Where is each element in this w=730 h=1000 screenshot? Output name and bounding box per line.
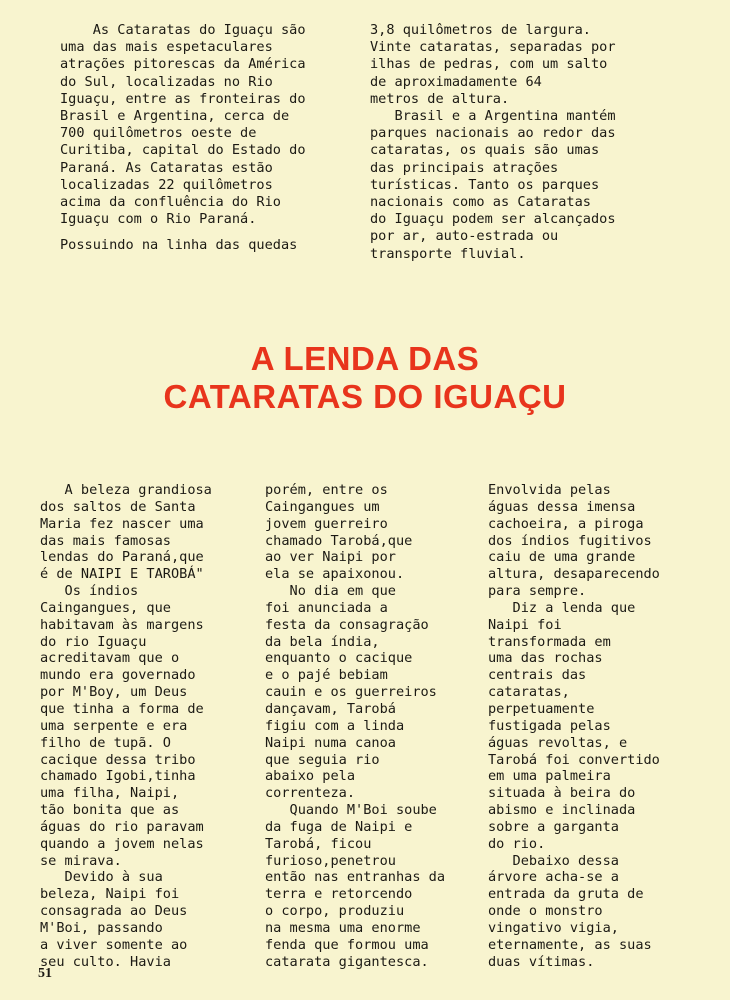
text-line: beleza, Naipi foi: [40, 886, 180, 903]
text-line: do rio.: [488, 835, 546, 852]
text-line: A beleza grandiosa: [40, 482, 212, 498]
legend-column-2: [265, 482, 445, 970]
text-line: Naipi foi: [488, 616, 562, 633]
text-line: cacique dessa tribo: [40, 751, 196, 768]
text-line: da bela índia,: [265, 633, 380, 650]
text-line: então nas entranhas da: [265, 869, 446, 886]
text-line: dançavam, Tarobá: [265, 700, 396, 717]
text-line: por M'Boy, um Deus: [40, 684, 188, 701]
text-line: se mirava.: [40, 852, 122, 869]
title-line: CATARATAS DO IGUAÇU: [163, 378, 567, 415]
text-line: cataratas, os quais são umas: [370, 142, 600, 159]
text-line: de aproximadamente 64: [370, 73, 542, 90]
text-line: a viver somente ao: [40, 936, 188, 953]
text-line: Vinte cataratas, separadas por: [370, 39, 616, 56]
text-line: furioso,penetrou: [265, 852, 396, 869]
page-number: 51: [38, 966, 52, 981]
text-line: No dia em que: [265, 583, 396, 600]
text-line: Brasil e Argentina, cerca de: [60, 108, 290, 125]
text-line: consagrada ao Deus: [40, 903, 188, 920]
text-line: sobre a garganta: [488, 818, 619, 835]
text-line: chamado Igobi,tinha: [40, 768, 196, 785]
text-line: metros de altura.: [370, 90, 510, 107]
text-line: caiu de uma grande: [488, 549, 636, 566]
text-line: e o pajé bebiam: [265, 667, 388, 684]
text-line: perpetuamente: [488, 700, 595, 717]
text-line: das principais atrações: [370, 159, 559, 176]
text-line: águas revoltas, e: [488, 734, 628, 751]
text-line: Devido à sua: [40, 869, 163, 886]
article-title: [0, 340, 730, 416]
text-line: uma das rochas: [488, 650, 603, 667]
legend-column-3: [488, 482, 660, 970]
text-line: na mesma uma enorme: [265, 919, 421, 936]
text-line: fustigada pelas: [488, 717, 611, 734]
text-line: Tarobá, ficou: [265, 835, 372, 852]
text-line: acreditavam que o: [40, 650, 180, 667]
text-line: transporte fluvial.: [370, 245, 526, 262]
legend-column-1: [40, 482, 212, 970]
text-line: o corpo, produziu: [265, 903, 405, 920]
text-line: Caingangues um: [265, 498, 380, 515]
text-line: entrada da gruta de: [488, 886, 644, 903]
text-line: para sempre.: [488, 583, 587, 600]
text-line: filho de tupã. O: [40, 734, 171, 751]
text-line: quando a jovem nelas: [40, 835, 204, 852]
text-line: Quando M'Boi soube: [265, 802, 437, 819]
text-line: chamado Tarobá,que: [265, 532, 413, 549]
text-line: lendas do Paraná,que: [40, 549, 204, 566]
text-line: correnteza.: [265, 785, 356, 802]
text-line: abaixo pela: [265, 768, 356, 785]
text-line: Paraná. As Cataratas estão: [60, 159, 273, 176]
text-line: Possuindo na linha das quedas: [60, 237, 298, 254]
text-line: fenda que formou uma: [265, 936, 429, 953]
text-line: águas do rio paravam: [40, 818, 204, 835]
intro-column-right: [370, 22, 616, 263]
text-line: centrais das: [488, 667, 587, 684]
text-line: ela se apaixonou.: [265, 566, 405, 583]
intro-column-left: [60, 22, 306, 255]
text-line: da fuga de Naipi e: [265, 818, 413, 835]
text-line: uma serpente e era: [40, 717, 188, 734]
text-line: situada à beira do: [488, 785, 636, 802]
text-line: acima da confluência do Rio: [60, 194, 281, 211]
text-line: enquanto o cacique: [265, 650, 413, 667]
text-line: catarata gigantesca.: [265, 953, 429, 970]
text-line: eternamente, as suas: [488, 936, 652, 953]
text-line: por ar, auto-estrada ou: [370, 228, 559, 245]
text-line: dos índios fugitivos: [488, 532, 652, 549]
text-line: Tarobá foi convertido: [488, 751, 660, 768]
text-line: Debaixo dessa: [488, 852, 619, 869]
text-line: altura, desaparecendo: [488, 566, 660, 583]
text-line: Envolvida pelas: [488, 482, 611, 498]
text-line: vingativo vigia,: [488, 919, 619, 936]
text-line: das mais famosas: [40, 532, 171, 549]
text-line: uma das mais espetaculares: [60, 39, 273, 56]
text-line: nacionais como as Cataratas: [370, 194, 591, 211]
text-line: que tinha a forma de: [40, 700, 204, 717]
text-line: Diz a lenda que: [488, 599, 636, 616]
text-line: dos saltos de Santa: [40, 498, 196, 515]
text-line: turísticas. Tanto os parques: [370, 176, 600, 193]
text-line: ilhas de pedras, com um salto: [370, 56, 608, 73]
text-line: em uma palmeira: [488, 768, 611, 785]
text-line: M'Boi, passando: [40, 919, 163, 936]
text-line: Naipi numa canoa: [265, 734, 396, 751]
text-line: jovem guerreiro: [265, 515, 388, 532]
text-line: uma filha, Naipi,: [40, 785, 180, 802]
text-line: do Sul, localizadas no Rio: [60, 73, 273, 90]
text-line: Iguaçu, entre as fronteiras do: [60, 90, 306, 107]
text-line: Os índios: [40, 583, 139, 600]
text-line: figiu com a linda: [265, 717, 405, 734]
text-line: cachoeira, a piroga: [488, 515, 644, 532]
text-line: duas vítimas.: [488, 953, 595, 970]
text-line: Iguaçu com o Rio Paraná.: [60, 211, 257, 228]
text-line: habitavam às margens: [40, 616, 204, 633]
text-line: é de NAIPI E TAROBÁ": [40, 566, 204, 583]
text-line: 700 quilômetros oeste de: [60, 125, 257, 142]
text-line: porém, entre os: [265, 482, 388, 498]
text-line: do Iguaçu podem ser alcançados: [370, 211, 616, 228]
text-line: abismo e inclinada: [488, 802, 636, 819]
text-line: tão bonita que as: [40, 802, 180, 819]
text-line: localizadas 22 quilômetros: [60, 176, 273, 193]
text-line: Curitiba, capital do Estado do: [60, 142, 306, 159]
text-line: parques nacionais ao redor das: [370, 125, 616, 142]
text-line: árvore acha-se a: [488, 869, 619, 886]
text-line: cataratas,: [488, 684, 570, 701]
text-line: mundo era governado: [40, 667, 196, 684]
text-line: onde o monstro: [488, 903, 603, 920]
text-line: do rio Iguaçu: [40, 633, 147, 650]
text-line: foi anunciada a: [265, 599, 388, 616]
text-line: Brasil e a Argentina mantém: [370, 108, 616, 125]
text-line: terra e retorcendo: [265, 886, 413, 903]
text-line: transformada em: [488, 633, 611, 650]
text-line: Caingangues, que: [40, 599, 171, 616]
text-line: festa da consagração: [265, 616, 429, 633]
text-line: As Cataratas do Iguaçu são: [60, 22, 306, 38]
title-line: A LENDA DAS: [250, 340, 480, 377]
text-line: atrações pitorescas da América: [60, 56, 306, 73]
text-line: que seguia rio: [265, 751, 380, 768]
text-line: seu culto. Havia: [40, 953, 171, 970]
text-line: 3,8 quilômetros de largura.: [370, 22, 591, 38]
text-line: cauin e os guerreiros: [265, 684, 437, 701]
text-line: Maria fez nascer uma: [40, 515, 204, 532]
text-line: ao ver Naipi por: [265, 549, 396, 566]
text-line: águas dessa imensa: [488, 498, 636, 515]
